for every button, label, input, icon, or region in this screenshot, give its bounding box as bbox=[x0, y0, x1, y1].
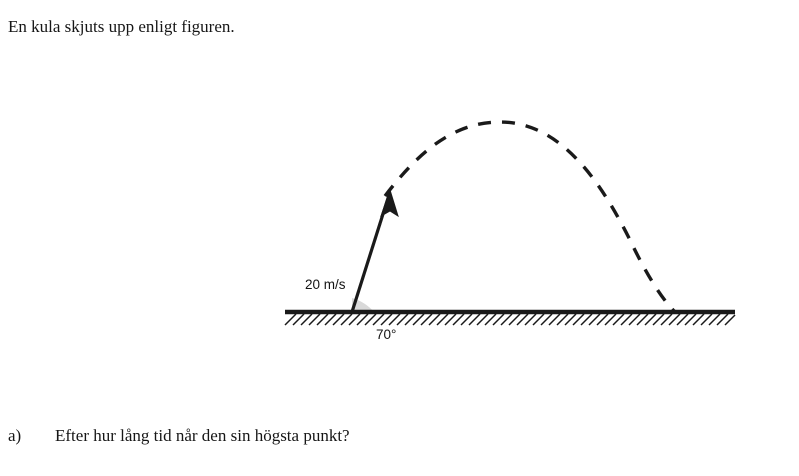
question-a bbox=[8, 425, 350, 447]
figure-svg bbox=[0, 50, 799, 350]
intro-paragraph: En kula skjuts upp enligt figuren. bbox=[8, 17, 235, 36]
angle-label: 70° bbox=[376, 327, 397, 342]
velocity-vector-arrowhead bbox=[381, 190, 398, 216]
question-a-marker: a) bbox=[8, 426, 22, 445]
projectile-figure bbox=[0, 50, 799, 350]
speed-label: 20 m/s bbox=[305, 277, 346, 292]
question-a-text: Efter hur lång tid når den sin högsta punkt? bbox=[55, 426, 350, 445]
dashed-trajectory bbox=[385, 122, 675, 312]
ground-hatching bbox=[285, 314, 735, 325]
